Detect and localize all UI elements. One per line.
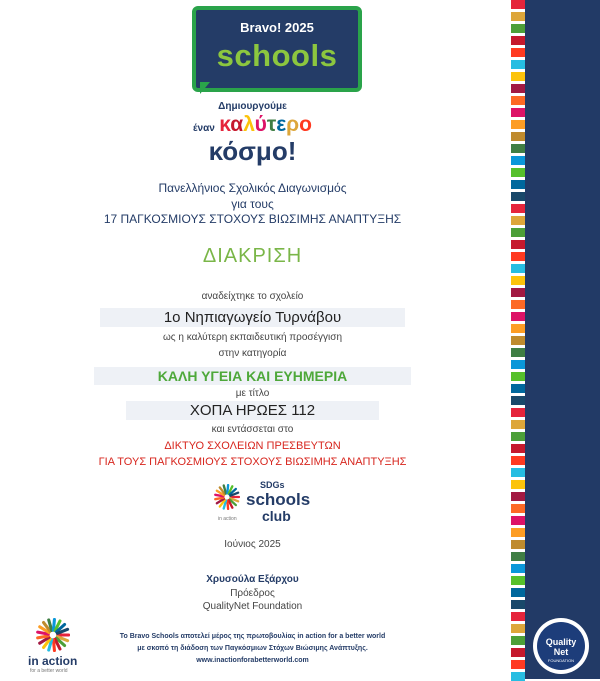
stripe-segment <box>511 0 525 9</box>
colorful-letter: ύ <box>254 113 267 136</box>
tagline-colorful-word <box>219 113 312 136</box>
burst-ray <box>215 498 223 500</box>
tagline-line2a: έναν <box>193 123 215 134</box>
stripe-segment <box>511 168 525 177</box>
stripe-segment <box>511 396 525 405</box>
stripe-segment <box>511 72 525 81</box>
stripe-segment <box>511 24 525 33</box>
burst-ray <box>227 501 228 509</box>
stripe-segment <box>511 456 525 465</box>
stripe-segment <box>511 600 525 609</box>
tagline-line1: Δημιουργούμε <box>218 101 287 112</box>
in-category-label: στην κατηγορία <box>218 348 287 359</box>
stripe-segment <box>511 300 525 309</box>
signatory-role: Πρόεδρος <box>230 588 275 599</box>
included-label: και εντάσσεται στο <box>211 424 294 435</box>
colorful-letter: ρ <box>286 113 300 136</box>
sdg-color-stripe <box>511 0 525 679</box>
stripe-segment <box>511 384 525 393</box>
stripe-segment <box>511 156 525 165</box>
competition-line3: 17 ΠΑΓΚΟΣΜΙΟΥΣ ΣΤΟΧΟΥΣ ΒΙΩΣΙΜΗΣ ΑΝΑΠΤΥΞΗΣ <box>103 212 402 226</box>
network-line1: ΔΙΚΤΥΟ ΣΧΟΛΕΙΩΝ ΠΡΕΣΒΕΥΤΩΝ <box>164 440 341 452</box>
stripe-segment <box>511 96 525 105</box>
stripe-segment <box>511 432 525 441</box>
network-line2: ΓΙΑ ΤΟΥΣ ΠΑΓΚΟΣΜΙΟΥΣ ΣΤΟΧΟΥΣ ΒΙΩΣΙΜΗΣ ΑΝΑΠΤΥΞΗΣ <box>98 456 407 468</box>
stripe-segment <box>511 276 525 285</box>
burst-ray <box>53 640 54 651</box>
stripe-segment <box>511 204 525 213</box>
stripe-segment <box>511 444 525 453</box>
qualitynet-text3: FOUNDATION <box>547 658 575 663</box>
stripe-segment <box>511 240 525 249</box>
footer-line2: με σκοπό τη διάδοση των Παγκόσμιων Στόχων Βιώσιμης Ανάπτυξης. <box>137 645 368 652</box>
stripe-segment <box>511 324 525 333</box>
stripe-segment <box>511 108 525 117</box>
tagline-line2 <box>0 113 505 137</box>
colorful-letter: ο <box>299 113 312 136</box>
signatory-org: QualityNet Foundation <box>202 601 303 612</box>
stripe-segment <box>511 420 525 429</box>
colorful-letter: α <box>230 113 244 136</box>
stripe-segment <box>511 468 525 477</box>
stripe-segment <box>511 372 525 381</box>
stripe-segment <box>511 360 525 369</box>
in-action-logo <box>26 618 86 676</box>
as-best-label: ως η καλύτερη εκπαιδευτική προσέγγιση <box>162 332 343 343</box>
sdg-burst-icon <box>214 484 240 510</box>
stripe-segment <box>511 408 525 417</box>
stripe-segment <box>511 480 525 489</box>
stripe-segment <box>511 180 525 189</box>
distinction-title: ΔΙΑΚΡΙΣΗ <box>202 245 303 267</box>
stripe-segment <box>511 648 525 657</box>
stripe-segment <box>511 636 525 645</box>
footer-line1: Το Bravo Schools αποτελεί μέρος της πρωτοβουλίας in action for a better world <box>119 633 386 640</box>
stripe-segment <box>511 576 525 585</box>
category-name-text: ΚΑΛΗ ΥΓΕΙΑ ΚΑΙ ΕΥΗΜΕΡΙΑ <box>94 367 411 385</box>
highlighted-label: αναδείχτηκε το σχολείο <box>201 291 304 302</box>
tagline-line3: κόσμο! <box>208 136 297 166</box>
burst-ray <box>227 485 228 493</box>
logo-speech-tail <box>200 82 220 94</box>
stripe-segment <box>511 84 525 93</box>
stripe-segment <box>511 120 525 129</box>
stripe-segment <box>511 216 525 225</box>
stripe-segment <box>511 492 525 501</box>
club-by-text: in action <box>218 516 237 522</box>
stripe-segment <box>511 252 525 261</box>
school-name-text: 1ο Νηπιαγωγείο Τυρνάβου <box>100 308 405 327</box>
colorful-letter: λ <box>243 113 255 136</box>
logo-main-text: schools <box>216 38 338 73</box>
qualitynet-logo <box>533 618 589 674</box>
stripe-segment <box>511 264 525 273</box>
logo-top-text: Bravo! 2025 <box>240 20 314 35</box>
stripe-segment <box>511 192 525 201</box>
burst-ray <box>38 636 49 638</box>
stripe-segment <box>511 588 525 597</box>
footer-website-link[interactable]: www.inactionforabetterworld.com <box>196 657 309 664</box>
colorful-letter: τ <box>266 113 277 136</box>
stripe-segment <box>511 504 525 513</box>
competition-line2: για τους <box>231 197 274 211</box>
stripe-segment <box>511 336 525 345</box>
stripe-segment <box>511 516 525 525</box>
stripe-segment <box>511 564 525 573</box>
stripe-segment <box>511 12 525 21</box>
stripe-segment <box>511 312 525 321</box>
with-title-label: με τίτλο <box>235 388 270 399</box>
stripe-segment <box>511 48 525 57</box>
sdgs-schools-club-logo <box>210 478 310 526</box>
category-name <box>0 368 505 384</box>
bravo-schools-logo <box>192 6 362 92</box>
school-name <box>0 309 505 326</box>
award-date: Ιούνιος 2025 <box>224 539 281 550</box>
stripe-segment <box>511 36 525 45</box>
qualitynet-text2: Net <box>553 647 569 657</box>
stripe-segment <box>511 132 525 141</box>
in-action-name: in action <box>28 654 78 668</box>
stripe-segment <box>511 540 525 549</box>
project-title <box>0 402 505 419</box>
stripe-segment <box>511 348 525 357</box>
colorful-letter: κ <box>219 113 231 136</box>
club-schools-text: schools <box>246 490 311 509</box>
stripe-segment <box>511 528 525 537</box>
stripe-segment <box>511 660 525 669</box>
in-action-sub: for a better world <box>30 668 68 674</box>
qualitynet-logo-inner <box>537 622 585 670</box>
project-title-text: ΧΟΠΑ ΗΡΩΕΣ 112 <box>126 401 379 420</box>
competition-line1: Πανελλήνιος Σχολικός Διαγωνισμός <box>158 181 347 195</box>
stripe-segment <box>511 228 525 237</box>
stripe-segment <box>511 60 525 69</box>
stripe-segment <box>511 612 525 621</box>
stripe-segment <box>511 552 525 561</box>
qualitynet-text1: Quality <box>545 637 577 647</box>
in-action-burst-icon <box>36 618 70 652</box>
stripe-segment <box>511 288 525 297</box>
club-sdgs-text: SDGs <box>260 480 285 490</box>
stripe-segment <box>511 624 525 633</box>
colorful-letter: ε <box>276 113 287 136</box>
burst-ray <box>53 619 54 630</box>
stripe-segment <box>511 672 525 681</box>
navy-sidebar <box>525 0 600 679</box>
stripe-segment <box>511 144 525 153</box>
club-club-text: club <box>262 508 291 524</box>
signatory-name: Χρυσούλα Εξάρχου <box>206 574 299 585</box>
